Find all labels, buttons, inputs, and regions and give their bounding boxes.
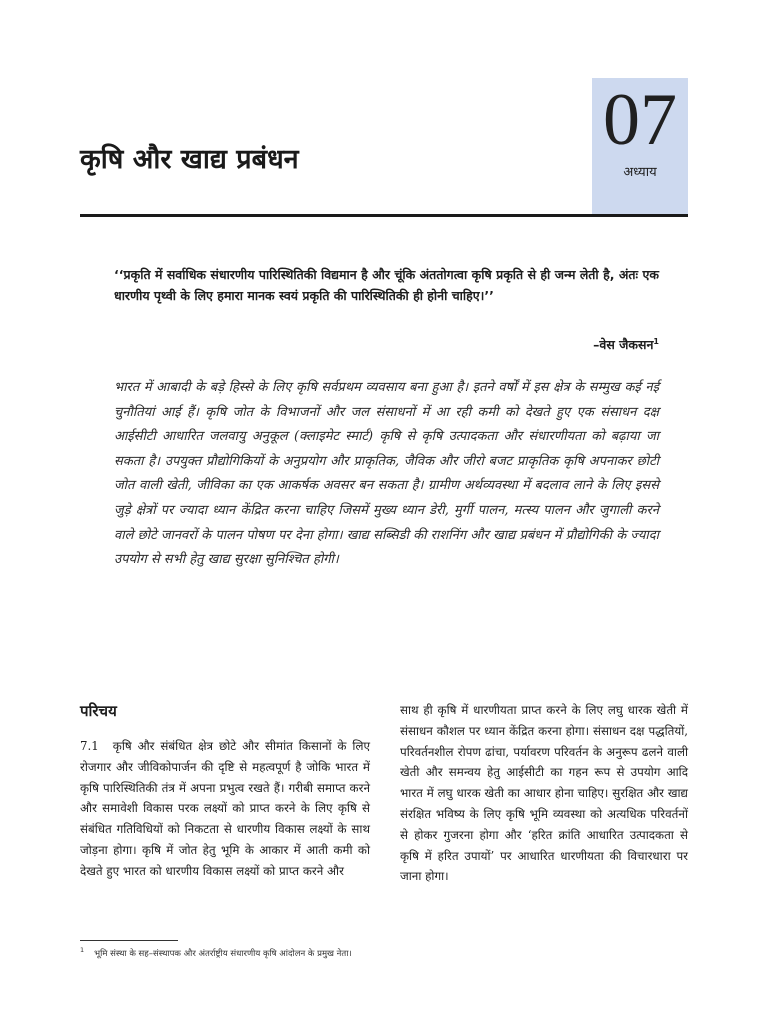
chapter-abstract: भारत में आबादी के बड़े हिस्से के लिए कृषि सर्वप्रथम व्यवसाय बना हुआ है। इतने वर्षों में इस क्षेत्र के सम्मुख कई नई चुनौतियां आई हैं। कृषि जोत के विभाजनों और जल संसाधनों में आ रही कमी को देखते हुए एक संसाधन दक्ष आईसीटी आधारित जलवायु अनुकूल (क्लाइमेट स्मार्ट) कृषि से कृषि उत्पादकता और संधारणीयता को बढ़ाया जा सकता है। उपयुक्त प्रौद्योगिकियों के अनुप्रयोग और प्राकृतिक, जैविक और जीरो बजट प्राकृतिक कृषि अपनाकर छोटी जोत वाली खेती, जीविका का एक आकर्षक अवसर बन सकता है। ग्रामीण अर्थव्यवस्था में बदलाव लाने के लिए इससे जुड़े क्षेत्रों पर ज्यादा ध्यान केंद्रित करना चाहिए जिसमें मुख्य ध्यान डेरी, मुर्गी पालन, मत्स्य पालन और जुगाली करने वाले छोटे जानवरों के पालन पोषण पर देना होगा। खाद्य सब्सिडी की राशनिंग और खाद्य प्रबंधन में प्रौद्योगिकी के ज्यादा उपयोग से सभी हेतु खाद्य सुरक्षा सुनिश्चित होगी। xyxy=(114,380,659,568)
chapter-number: 07 xyxy=(603,79,677,161)
footnote-divider xyxy=(80,940,178,941)
author-name: –वेस जैकसन xyxy=(593,337,654,353)
body-column-right: साथ ही कृषि में धारणीयता प्राप्त करने के लिए लघु धारक खेती में संसाधन कौशल पर ध्यान केंद्रित करना होगा। संसाधन दक्ष पद्धतियों, परिवर्तनशील रोपण ढांचा, पर्यावरण परिवर्तन के अनुरूप ढलने वाली खेती और समन्वय हेतु आईसीटी का गहन रूप से उपयोग आदि भारत में लघु धारक खेती का आधार होना चाहिए। सुरक्षित और खाद्य संरक्षित भविष्य के लिए कृषि भूमि व्यवस्था को अत्यधिक परिवर्तनों से होकर गुजरना होगा और ‘हरित क्रांति आधारित उत्पादकता से कृषि में हरित उपायों’ पर आधारित धारणीयता की विचारधारा पर जाना होगा। xyxy=(400,703,688,884)
footnote xyxy=(80,944,688,961)
chapter-label: अध्याय xyxy=(623,165,657,180)
left-column-text: कृषि और संबंधित क्षेत्र छोटे और सीमांत किसानों के लिए रोजगार और जीविकोपार्जन की दृष्टि से महत्वपूर्ण है जोकि भारत में कृषि पारिस्थितिकी तंत्र में अपना प्रभुत्व रखते हैं। गरीबी समाप्त करने और समावेशी विकास परक लक्ष्यों को प्राप्त करने के लिए कृषि से संबंधित गतिविधियों को निकटता से धारणीय विकास लक्ष्यों के साथ जोड़ना होगा। कृषि में जोत हेतु भूमि के आकार में आती कमी को देखते हुए भारत को धारणीय विकास लक्ष्यों को प्राप्त करने और xyxy=(80,739,370,878)
section-heading: परिचय xyxy=(80,702,117,720)
footnote-marker: 1 xyxy=(80,946,85,954)
paragraph-number: 7.1 xyxy=(80,739,99,753)
epigraph-author xyxy=(400,331,659,355)
chapter-title: कृषि और खाद्य प्रबंधन xyxy=(80,144,299,175)
footnote-ref: 1 xyxy=(653,337,659,346)
epigraph-quote: ‘‘प्रकृति में सर्वाधिक संधारणीय पारिस्थितिकी विद्यमान है और चूंकि अंततोगत्वा कृषि प्रकृति से ही जन्म लेती है, अंतः एक धारणीय पृथ्वी के लिए हमारा मानक स्वयं प्रकृति की पारिस्थितिकी ही होनी चाहिए।’’ xyxy=(114,267,659,303)
body-column-left xyxy=(80,736,370,882)
footnote-text: भूमि संस्था के सह–संस्थापक और अंतर्राष्ट्रीय संधारणीय कृषि आंदोलन के प्रमुख नेता। xyxy=(94,948,352,959)
chapter-number-box xyxy=(592,78,688,216)
title-divider xyxy=(80,214,688,217)
